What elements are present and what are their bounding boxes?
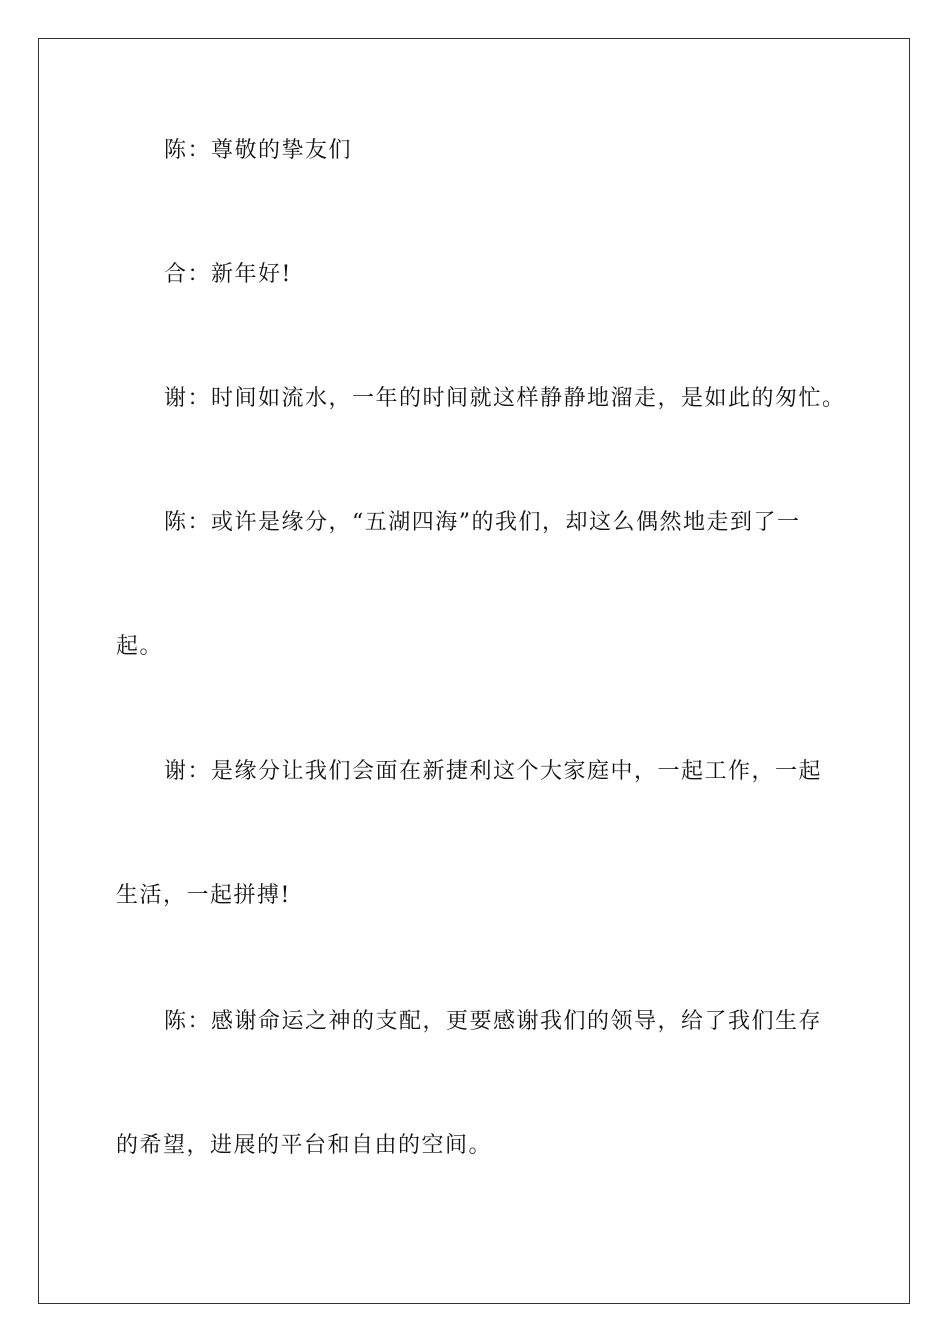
dialogue-line-3: 谢：时间如流水，一年的时间就这样静静地溜走，是如此的匆忙。 <box>164 386 846 411</box>
dialogue-line-4-continued: 起。 <box>116 634 164 659</box>
dialogue-line-2: 合：新年好! <box>164 262 292 287</box>
dialogue-line-1: 陈：尊敬的挚友们 <box>164 138 353 163</box>
dialogue-line-6: 陈：感谢命运之神的支配，更要感谢我们的领导，给了我们生存 <box>164 1009 823 1034</box>
dialogue-line-4: 陈：或许是缘分，“五湖四海”的我们，却这么偶然地走到了一 <box>164 510 801 535</box>
dialogue-line-5: 谢：是缘分让我们会面在新捷利这个大家庭中，一起工作，一起 <box>164 759 823 784</box>
dialogue-line-6-continued: 的希望，进展的平台和自由的空间。 <box>116 1133 493 1158</box>
dialogue-line-5-continued: 生活，一起拼搏! <box>116 883 291 908</box>
page-border <box>38 38 910 1304</box>
